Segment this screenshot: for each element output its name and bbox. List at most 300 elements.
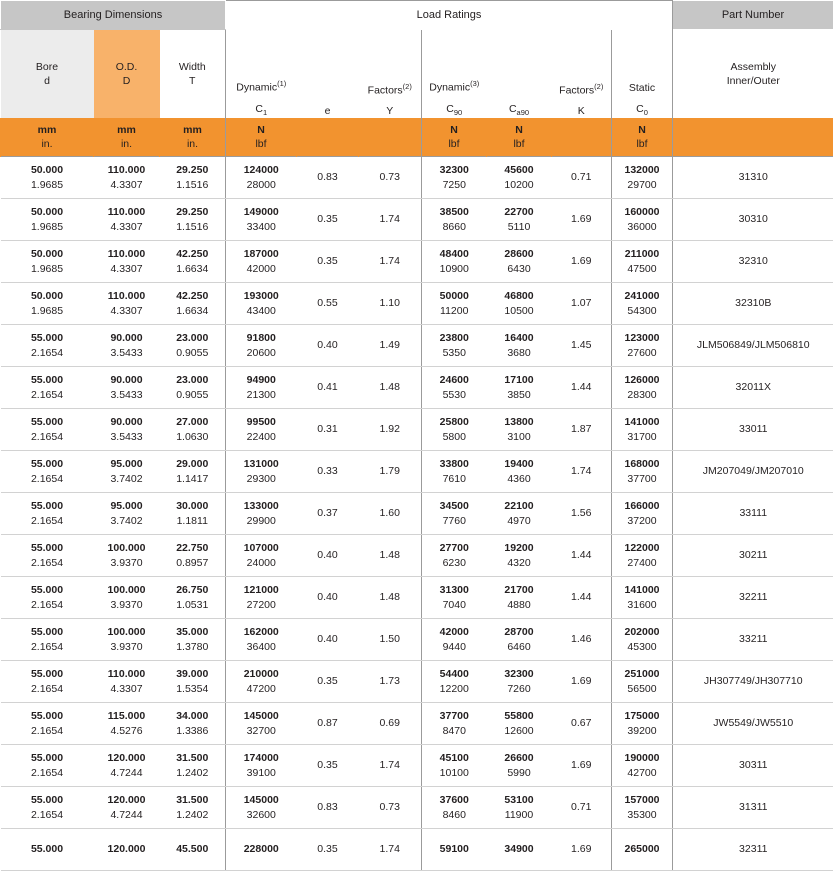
cell-od-si: 110.000 (95, 289, 159, 304)
cell-dynamic-c90 (422, 703, 487, 745)
cell-static-c0-imperial: 37700 (613, 472, 671, 487)
cell-od (94, 283, 160, 325)
cell-od-imperial: 4.3307 (95, 304, 159, 319)
cell-od-si: 110.000 (95, 667, 159, 682)
units-bore-imperial: in. (2, 137, 92, 151)
cell-static-c0-imperial: 42700 (613, 766, 671, 781)
cell-part-number-value: 32011X (674, 380, 833, 395)
column-header-c0-sub: 0 (644, 108, 648, 117)
units-row (1, 118, 833, 157)
cell-od-imperial: 4.7244 (95, 766, 159, 781)
cell-dynamic-c1 (226, 577, 297, 619)
cell-bore-imperial: 2.1654 (2, 808, 93, 823)
cell-static-c0-si: 132000 (613, 163, 671, 178)
cell-factor-y-value: 0.69 (360, 716, 421, 731)
column-header-width-symbol: T (161, 75, 225, 87)
table-body (1, 157, 833, 871)
cell-part-number (673, 157, 833, 199)
cell-factor-k-value: 0.71 (553, 170, 611, 185)
cell-part-number-value: 30211 (674, 548, 833, 563)
cell-dynamic-ca90-si: 19200 (488, 541, 551, 556)
cell-width-imperial: 1.6634 (161, 262, 225, 277)
cell-dynamic-ca90 (487, 409, 552, 451)
cell-factor-e-value: 0.33 (298, 464, 358, 479)
cell-dynamic-c1 (226, 829, 297, 871)
cell-static-c0-si: 190000 (613, 751, 671, 766)
cell-bore-imperial: 1.9685 (2, 220, 93, 235)
cell-factor-y (359, 283, 422, 325)
cell-dynamic-c90-si: 33800 (423, 457, 486, 472)
cell-dynamic-ca90-si: 55800 (488, 709, 551, 724)
cell-static-c0 (612, 409, 673, 451)
cell-dynamic-c90-si: 37600 (423, 793, 486, 808)
cell-static-c0-si: 211000 (613, 247, 671, 262)
cell-static-c0-imperial: 37200 (613, 514, 671, 529)
cell-od-imperial: 4.5276 (95, 724, 159, 739)
cell-bore (1, 199, 94, 241)
cell-static-c0-imperial: 29700 (613, 178, 671, 193)
cell-factor-e (297, 787, 359, 829)
table-row (1, 409, 833, 451)
cell-dynamic-ca90-si: 34900 (488, 842, 551, 857)
cell-dynamic-ca90 (487, 619, 552, 661)
cell-static-c0-si: 160000 (613, 205, 671, 220)
cell-static-c0 (612, 451, 673, 493)
cell-factor-k-value: 1.74 (553, 464, 611, 479)
cell-dynamic-c90-si: 50000 (423, 289, 486, 304)
cell-part-number (673, 367, 833, 409)
cell-bore-si: 50.000 (2, 205, 93, 220)
cell-factor-y (359, 493, 422, 535)
cell-bore (1, 535, 94, 577)
cell-part-number (673, 199, 833, 241)
column-header-dynamic3-title: Dynamic (429, 82, 470, 94)
cell-factor-e (297, 619, 359, 661)
cell-factor-e-value: 0.40 (298, 632, 358, 647)
cell-dynamic-c90-si: 23800 (423, 331, 486, 346)
cell-static-c0-si: 265000 (613, 842, 671, 857)
cell-static-c0 (612, 325, 673, 367)
cell-factor-y-value: 0.73 (360, 170, 421, 185)
cell-static-c0 (612, 745, 673, 787)
cell-dynamic-ca90-si: 28600 (488, 247, 551, 262)
cell-od-imperial: 4.3307 (95, 220, 159, 235)
table-row (1, 661, 833, 703)
cell-dynamic-c90-imperial: 7250 (423, 178, 486, 193)
cell-dynamic-c1 (226, 241, 297, 283)
cell-width-imperial: 0.8957 (161, 556, 225, 571)
cell-dynamic-c90 (422, 493, 487, 535)
cell-width (160, 577, 226, 619)
column-header-dynamic-c1 (226, 30, 297, 119)
cell-od (94, 451, 160, 493)
cell-factor-k-value: 1.44 (553, 548, 611, 563)
cell-dynamic-c90 (422, 367, 487, 409)
cell-factor-e-value: 0.83 (298, 170, 358, 185)
cell-dynamic-ca90 (487, 829, 552, 871)
cell-width-imperial: 1.3780 (161, 640, 225, 655)
units-e (297, 118, 359, 157)
cell-dynamic-ca90-imperial: 3100 (488, 430, 551, 445)
cell-bore-si: 55.000 (2, 751, 93, 766)
cell-factor-y-value: 1.49 (360, 338, 421, 353)
cell-bore-si: 50.000 (2, 289, 93, 304)
column-header-static-c0 (612, 30, 673, 119)
cell-dynamic-c1-imperial: 20600 (227, 346, 296, 361)
column-header-y-symbol: Y (360, 105, 421, 117)
cell-part-number-value: JM207049/JM207010 (674, 464, 833, 479)
cell-factor-y-value: 1.92 (360, 422, 421, 437)
cell-factor-k (552, 199, 612, 241)
units-c90-si: N (423, 123, 485, 137)
cell-width-imperial: 1.6634 (161, 304, 225, 319)
cell-factor-y (359, 367, 422, 409)
cell-static-c0-si: 122000 (613, 541, 671, 556)
units-bore-si: mm (2, 123, 92, 137)
cell-static-c0-imperial: 56500 (613, 682, 671, 697)
cell-dynamic-ca90-si: 28700 (488, 625, 551, 640)
cell-dynamic-c90-si: 31300 (423, 583, 486, 598)
cell-dynamic-c1-imperial: 33400 (227, 220, 296, 235)
cell-factor-k-value: 0.71 (553, 800, 611, 815)
cell-static-c0-imperial: 39200 (613, 724, 671, 739)
cell-static-c0-si: 141000 (613, 583, 671, 598)
table-row (1, 703, 833, 745)
cell-dynamic-ca90-imperial: 6430 (488, 262, 551, 277)
cell-od (94, 661, 160, 703)
cell-dynamic-c90-si: 24600 (423, 373, 486, 388)
cell-bore (1, 157, 94, 199)
cell-dynamic-c90 (422, 787, 487, 829)
cell-static-c0 (612, 661, 673, 703)
column-header-factors2-title: Factors (559, 84, 594, 96)
cell-dynamic-ca90 (487, 745, 552, 787)
cell-factor-k-value: 1.07 (553, 296, 611, 311)
cell-width (160, 829, 226, 871)
cell-bore-si: 55.000 (2, 499, 93, 514)
cell-factor-k-value: 0.67 (553, 716, 611, 731)
cell-factor-e (297, 661, 359, 703)
cell-width-imperial: 0.9055 (161, 346, 225, 361)
cell-factor-y (359, 577, 422, 619)
units-width-si: mm (161, 123, 224, 137)
cell-dynamic-ca90-imperial: 4970 (488, 514, 551, 529)
cell-dynamic-c1 (226, 619, 297, 661)
cell-factor-y (359, 703, 422, 745)
cell-factor-e-value: 0.31 (298, 422, 358, 437)
header-column-row (1, 30, 833, 119)
cell-dynamic-c1 (226, 787, 297, 829)
cell-dynamic-ca90-si: 53100 (488, 793, 551, 808)
cell-width (160, 619, 226, 661)
cell-dynamic-c90-imperial: 6230 (423, 556, 486, 571)
column-header-dynamic3-note: (3) (470, 79, 479, 88)
cell-dynamic-ca90-imperial: 6460 (488, 640, 551, 655)
cell-bore (1, 745, 94, 787)
cell-od (94, 535, 160, 577)
cell-dynamic-c1-imperial: 29300 (227, 472, 296, 487)
cell-part-number (673, 241, 833, 283)
cell-dynamic-c90 (422, 619, 487, 661)
cell-static-c0 (612, 157, 673, 199)
cell-factor-e-value: 0.35 (298, 842, 358, 857)
cell-bore-imperial: 2.1654 (2, 430, 93, 445)
cell-dynamic-c90 (422, 409, 487, 451)
group-header-load-ratings: Load Ratings (226, 1, 673, 30)
cell-bore-si: 55.000 (2, 583, 93, 598)
cell-bore-imperial: 2.1654 (2, 346, 93, 361)
column-header-assembly-line2: Inner/Outer (674, 75, 833, 87)
cell-static-c0 (612, 577, 673, 619)
column-header-factor-y (359, 30, 422, 119)
cell-od (94, 829, 160, 871)
cell-factor-y (359, 451, 422, 493)
cell-width-si: 42.250 (161, 289, 225, 304)
cell-bore (1, 241, 94, 283)
cell-bore-imperial: 2.1654 (2, 598, 93, 613)
cell-dynamic-c1-si: 145000 (227, 709, 296, 724)
units-width (160, 118, 226, 157)
cell-static-c0-si: 168000 (613, 457, 671, 472)
cell-dynamic-c90 (422, 661, 487, 703)
cell-static-c0-imperial: 45300 (613, 640, 671, 655)
cell-bore-imperial: 1.9685 (2, 262, 93, 277)
cell-factor-k (552, 535, 612, 577)
cell-factor-y-value: 1.50 (360, 632, 421, 647)
cell-dynamic-c1-si: 133000 (227, 499, 296, 514)
cell-dynamic-c1-si: 124000 (227, 163, 296, 178)
cell-od-si: 110.000 (95, 163, 159, 178)
cell-dynamic-c90-si: 27700 (423, 541, 486, 556)
cell-factor-y (359, 745, 422, 787)
cell-od-si: 115.000 (95, 709, 159, 724)
cell-factor-e-value: 0.35 (298, 674, 358, 689)
cell-dynamic-c90-si: 38500 (423, 205, 486, 220)
cell-dynamic-c1-imperial: 22400 (227, 430, 296, 445)
units-k (552, 118, 612, 157)
cell-dynamic-ca90-si: 21700 (488, 583, 551, 598)
cell-bore-si: 55.000 (2, 625, 93, 640)
cell-factor-k (552, 451, 612, 493)
cell-part-number (673, 829, 833, 871)
table-row (1, 745, 833, 787)
cell-dynamic-c1-imperial: 36400 (227, 640, 296, 655)
cell-static-c0 (612, 829, 673, 871)
cell-od-imperial: 3.7402 (95, 472, 159, 487)
cell-static-c0-imperial: 31700 (613, 430, 671, 445)
cell-width-si: 34.000 (161, 709, 225, 724)
cell-od-imperial: 3.5433 (95, 388, 159, 403)
cell-part-number (673, 409, 833, 451)
cell-dynamic-c1 (226, 703, 297, 745)
cell-factor-e (297, 199, 359, 241)
cell-factor-e (297, 283, 359, 325)
cell-dynamic-c1-si: 94900 (227, 373, 296, 388)
cell-od-si: 120.000 (95, 751, 159, 766)
cell-bore-imperial: 1.9685 (2, 304, 93, 319)
cell-part-number-value: 32310 (674, 254, 833, 269)
cell-bore (1, 409, 94, 451)
cell-dynamic-ca90 (487, 199, 552, 241)
cell-dynamic-c1-imperial: 29900 (227, 514, 296, 529)
cell-width (160, 703, 226, 745)
column-header-c1-base: C (255, 103, 263, 115)
cell-factor-k (552, 577, 612, 619)
cell-factor-k (552, 367, 612, 409)
column-header-factors1-note: (2) (403, 82, 412, 91)
cell-factor-y-value: 1.48 (360, 380, 421, 395)
cell-factor-y-value: 1.74 (360, 758, 421, 773)
cell-bore (1, 619, 94, 661)
cell-width (160, 745, 226, 787)
cell-width (160, 283, 226, 325)
units-width-imperial: in. (161, 137, 224, 151)
cell-bore-imperial: 2.1654 (2, 388, 93, 403)
cell-static-c0-si: 241000 (613, 289, 671, 304)
units-part-number (673, 118, 833, 157)
cell-od-imperial: 3.9370 (95, 556, 159, 571)
cell-factor-k (552, 241, 612, 283)
table-row (1, 451, 833, 493)
group-header-bearing-dimensions: Bearing Dimensions (1, 1, 226, 30)
units-c0-si: N (613, 123, 671, 137)
cell-static-c0-imperial: 28300 (613, 388, 671, 403)
cell-dynamic-c90-imperial: 12200 (423, 682, 486, 697)
cell-part-number-value: 32211 (674, 590, 833, 605)
column-header-od (94, 30, 160, 119)
column-header-factors1-title: Factors (368, 84, 403, 96)
cell-part-number (673, 535, 833, 577)
cell-dynamic-c1 (226, 535, 297, 577)
header-group-row (1, 1, 833, 30)
cell-width (160, 787, 226, 829)
cell-od-imperial: 3.7402 (95, 514, 159, 529)
cell-dynamic-c90-imperial: 8460 (423, 808, 486, 823)
cell-dynamic-c1-imperial: 32600 (227, 808, 296, 823)
cell-od-imperial: 3.9370 (95, 598, 159, 613)
cell-factor-y (359, 241, 422, 283)
cell-width (160, 199, 226, 241)
table-row (1, 325, 833, 367)
cell-width-imperial: 1.3386 (161, 724, 225, 739)
cell-width-si: 30.000 (161, 499, 225, 514)
cell-width (160, 535, 226, 577)
column-header-c90-sub: 90 (454, 108, 462, 117)
cell-dynamic-ca90 (487, 241, 552, 283)
cell-dynamic-c90-si: 48400 (423, 247, 486, 262)
cell-part-number (673, 703, 833, 745)
cell-static-c0-imperial: 47500 (613, 262, 671, 277)
cell-bore-imperial: 1.9685 (2, 178, 93, 193)
cell-factor-y-value: 1.48 (360, 548, 421, 563)
cell-dynamic-c90-imperial: 5800 (423, 430, 486, 445)
cell-dynamic-ca90-imperial: 11900 (488, 808, 551, 823)
cell-factor-k-value: 1.69 (553, 674, 611, 689)
table-row (1, 619, 833, 661)
cell-dynamic-ca90-imperial: 5110 (488, 220, 551, 235)
cell-factor-e (297, 451, 359, 493)
column-header-bore (1, 30, 94, 119)
cell-dynamic-ca90 (487, 493, 552, 535)
column-header-e-symbol: e (298, 105, 358, 117)
cell-dynamic-ca90-si: 16400 (488, 331, 551, 346)
cell-dynamic-c1-si: 193000 (227, 289, 296, 304)
cell-bore-si: 55.000 (2, 793, 93, 808)
cell-factor-y (359, 199, 422, 241)
cell-bore (1, 787, 94, 829)
cell-dynamic-c1-si: 91800 (227, 331, 296, 346)
cell-dynamic-ca90-imperial: 4880 (488, 598, 551, 613)
cell-static-c0-imperial: 27400 (613, 556, 671, 571)
table-row (1, 241, 833, 283)
cell-od-si: 110.000 (95, 247, 159, 262)
cell-part-number (673, 577, 833, 619)
cell-dynamic-c1 (226, 661, 297, 703)
cell-width-si: 29.000 (161, 457, 225, 472)
cell-bore-si: 50.000 (2, 247, 93, 262)
cell-dynamic-c1-si: 131000 (227, 457, 296, 472)
cell-static-c0-si: 202000 (613, 625, 671, 640)
cell-factor-k-value: 1.44 (553, 590, 611, 605)
cell-dynamic-c1 (226, 283, 297, 325)
cell-dynamic-c90-imperial: 10100 (423, 766, 486, 781)
cell-factor-k-value: 1.69 (553, 212, 611, 227)
cell-dynamic-c1-si: 107000 (227, 541, 296, 556)
cell-part-number-value: 32311 (674, 842, 833, 857)
cell-dynamic-c1-si: 145000 (227, 793, 296, 808)
column-header-c1-sub: 1 (263, 108, 267, 117)
cell-static-c0-imperial: 36000 (613, 220, 671, 235)
cell-dynamic-ca90-imperial: 5990 (488, 766, 551, 781)
cell-factor-y (359, 661, 422, 703)
cell-width (160, 325, 226, 367)
cell-width-si: 23.000 (161, 331, 225, 346)
cell-od (94, 787, 160, 829)
cell-od-imperial: 4.3307 (95, 262, 159, 277)
cell-od-si: 90.000 (95, 331, 159, 346)
cell-factor-k (552, 619, 612, 661)
cell-dynamic-ca90-si: 22700 (488, 205, 551, 220)
cell-dynamic-c90 (422, 745, 487, 787)
units-c1-si: N (227, 123, 295, 137)
cell-dynamic-ca90-imperial: 10200 (488, 178, 551, 193)
cell-part-number-value: JW5549/JW5510 (674, 716, 833, 731)
cell-width-si: 45.500 (161, 842, 225, 857)
cell-bore (1, 829, 94, 871)
cell-factor-y-value: 1.48 (360, 590, 421, 605)
cell-dynamic-ca90-imperial: 3680 (488, 346, 551, 361)
column-header-static-title: Static (613, 82, 671, 103)
cell-dynamic-c1-si: 187000 (227, 247, 296, 262)
cell-dynamic-c1 (226, 199, 297, 241)
cell-part-number-value: 33211 (674, 632, 833, 647)
cell-bore-imperial: 2.1654 (2, 682, 93, 697)
cell-dynamic-ca90-imperial: 4320 (488, 556, 551, 571)
cell-width (160, 493, 226, 535)
units-c0 (612, 118, 673, 157)
cell-od (94, 157, 160, 199)
cell-width-si: 29.250 (161, 163, 225, 178)
cell-dynamic-ca90-imperial: 7260 (488, 682, 551, 697)
cell-od (94, 745, 160, 787)
cell-width (160, 661, 226, 703)
cell-dynamic-ca90 (487, 451, 552, 493)
cell-bore-imperial: 2.1654 (2, 472, 93, 487)
cell-dynamic-c1 (226, 409, 297, 451)
cell-dynamic-c1-imperial: 21300 (227, 388, 296, 403)
cell-width (160, 367, 226, 409)
cell-dynamic-c1-si: 210000 (227, 667, 296, 682)
